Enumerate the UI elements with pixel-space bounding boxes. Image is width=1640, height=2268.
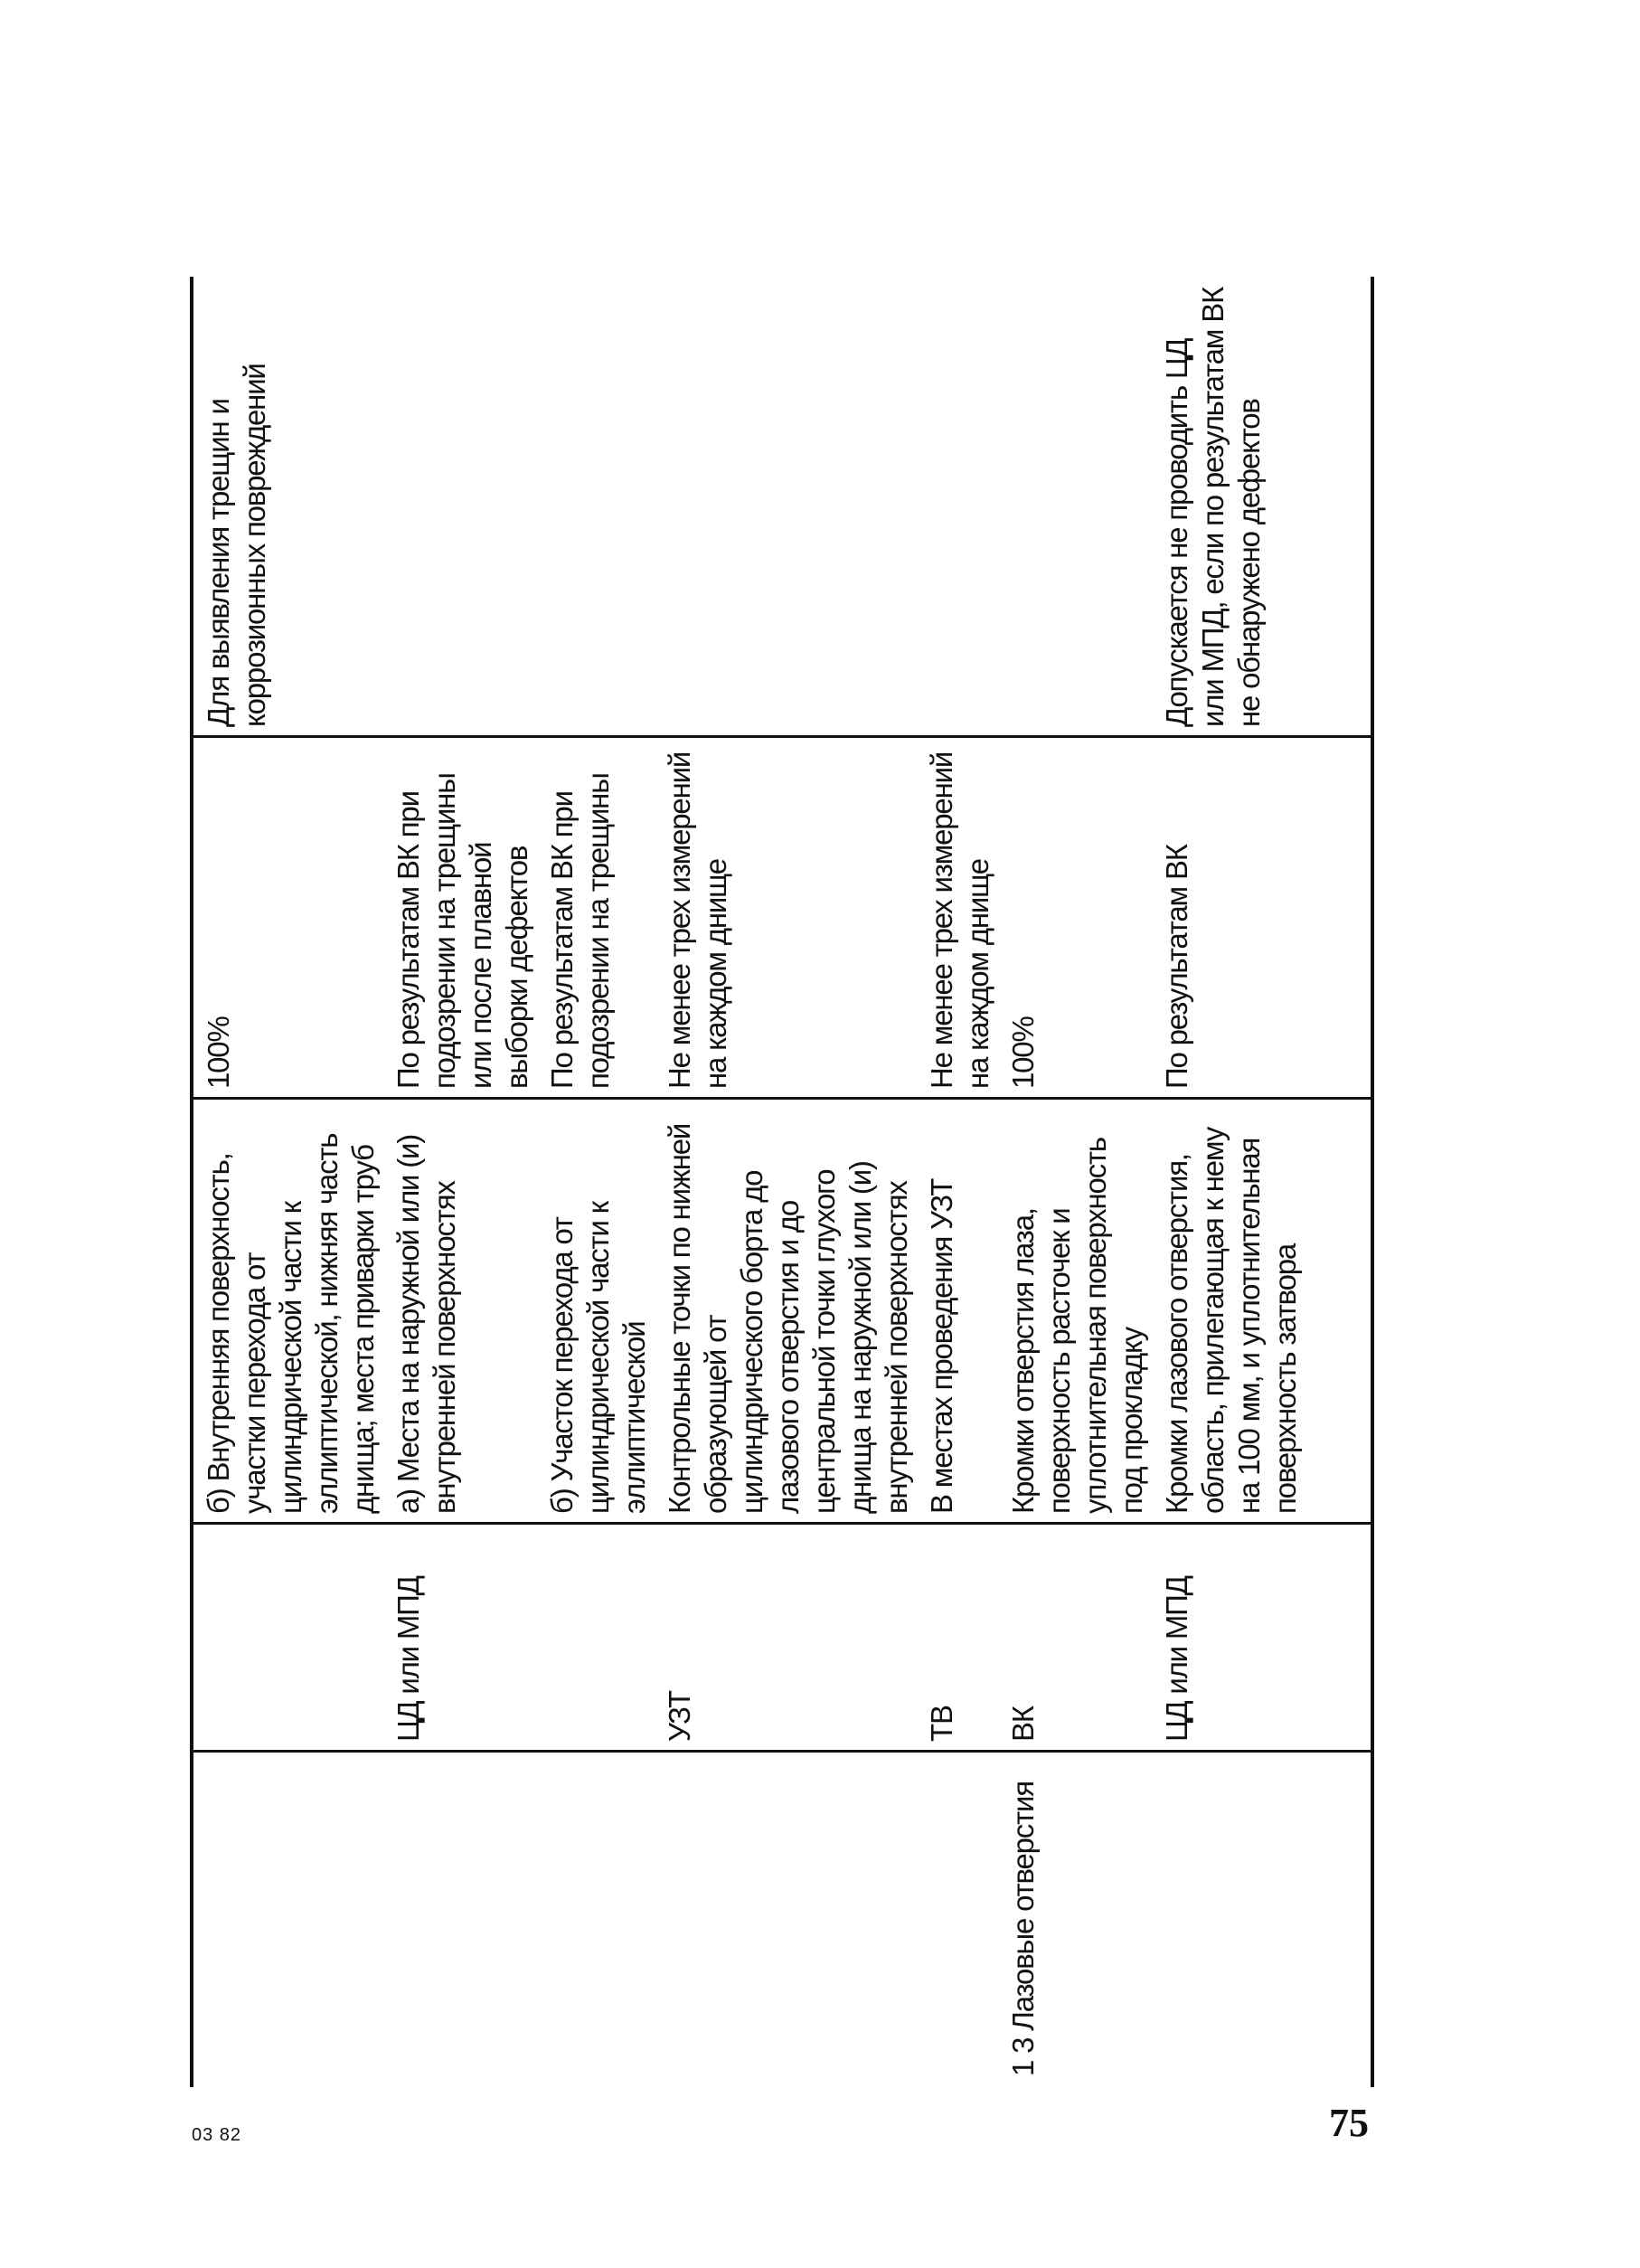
note-cell <box>656 277 919 738</box>
inspection-table <box>195 277 1307 2087</box>
note-cell: Допускается не проводить ЦД или МПД, если по результатам ВК не обнаружено дефектов <box>1160 287 1266 727</box>
scope-cell: Не менее трех измерений на каждом днище <box>925 751 994 1089</box>
method-cell: ЦД или МПД <box>1160 1576 1193 1742</box>
table-row <box>539 277 656 2087</box>
scope-cell: По результатам ВК при подозрении на трещины или после плавной выборки дефектов <box>391 773 533 1089</box>
method-cell: ЦД или МПД <box>391 1576 425 1742</box>
object-cell <box>539 1753 656 2087</box>
method-cell: ВК <box>1006 1706 1040 1742</box>
footer-code: 03 82 <box>192 2125 242 2145</box>
object-cell <box>919 1753 1000 2087</box>
method-cell <box>539 1525 656 1753</box>
note-cell: Для выявления трещин и коррозионных повреждений <box>202 364 271 727</box>
rotated-table-region <box>190 277 1374 2087</box>
method-cell: ТВ <box>925 1706 958 1742</box>
method-cell: УЗТ <box>663 1690 696 1742</box>
zone-cell: б) Внутренняя поверхность, участки перехода от цилиндрической части к эллиптической, нижняя часть днища; места приварки труб <box>202 1133 380 1514</box>
scope-cell: По результатам ВК <box>1160 845 1193 1089</box>
method-cell <box>195 1525 385 1753</box>
object-cell <box>385 1753 539 2087</box>
table-row <box>385 277 539 2087</box>
object-cell: 1 3 Лазовые отверстия <box>1006 1781 1040 2076</box>
table-row <box>195 277 385 2087</box>
scope-cell: Не менее трех измерений на каждом днище <box>663 751 732 1089</box>
note-cell <box>1000 277 1154 738</box>
note-cell <box>539 277 656 738</box>
zone-cell: Контрольные точки по нижней образующей от цилиндрического борта до лазового отверстия и до центральной точки глухого днища на наружной или (и) внутренней поверхностях <box>663 1123 913 1514</box>
zone-cell: б) Участок перехода от цилиндрической части к эллиптической <box>545 1202 651 1514</box>
table-row <box>919 277 1000 2087</box>
page-number: 75 <box>1329 2101 1369 2145</box>
scope-cell: 100% <box>1006 1016 1040 1089</box>
table-row <box>656 277 919 2087</box>
table-row <box>1154 277 1307 2087</box>
object-cell <box>195 1753 385 2087</box>
zone-cell: В местах проведения УЗТ <box>925 1178 958 1514</box>
zone-cell: а) Места на наружной или (и) внутренней поверхностях <box>391 1134 461 1514</box>
object-cell <box>1154 1753 1307 2087</box>
note-cell <box>919 277 1000 738</box>
scope-cell: По результатам ВК при подозрении на трещины <box>545 773 615 1089</box>
table-row <box>1000 277 1154 2087</box>
zone-cell: Кромки отверстия лаза, поверхность расточек и уплотнительная поверхность под прокладку <box>1006 1138 1148 1514</box>
table-bottom-rule <box>1371 277 1374 2087</box>
object-cell <box>656 1753 919 2087</box>
scope-cell: 100% <box>202 1016 235 1089</box>
note-cell <box>385 277 539 738</box>
zone-cell: Кромки лазового отверстия, область, прилегающая к нему на 100 мм, и уплотнительная поверхность затвора <box>1160 1127 1302 1514</box>
table-top-rule <box>190 277 193 2087</box>
